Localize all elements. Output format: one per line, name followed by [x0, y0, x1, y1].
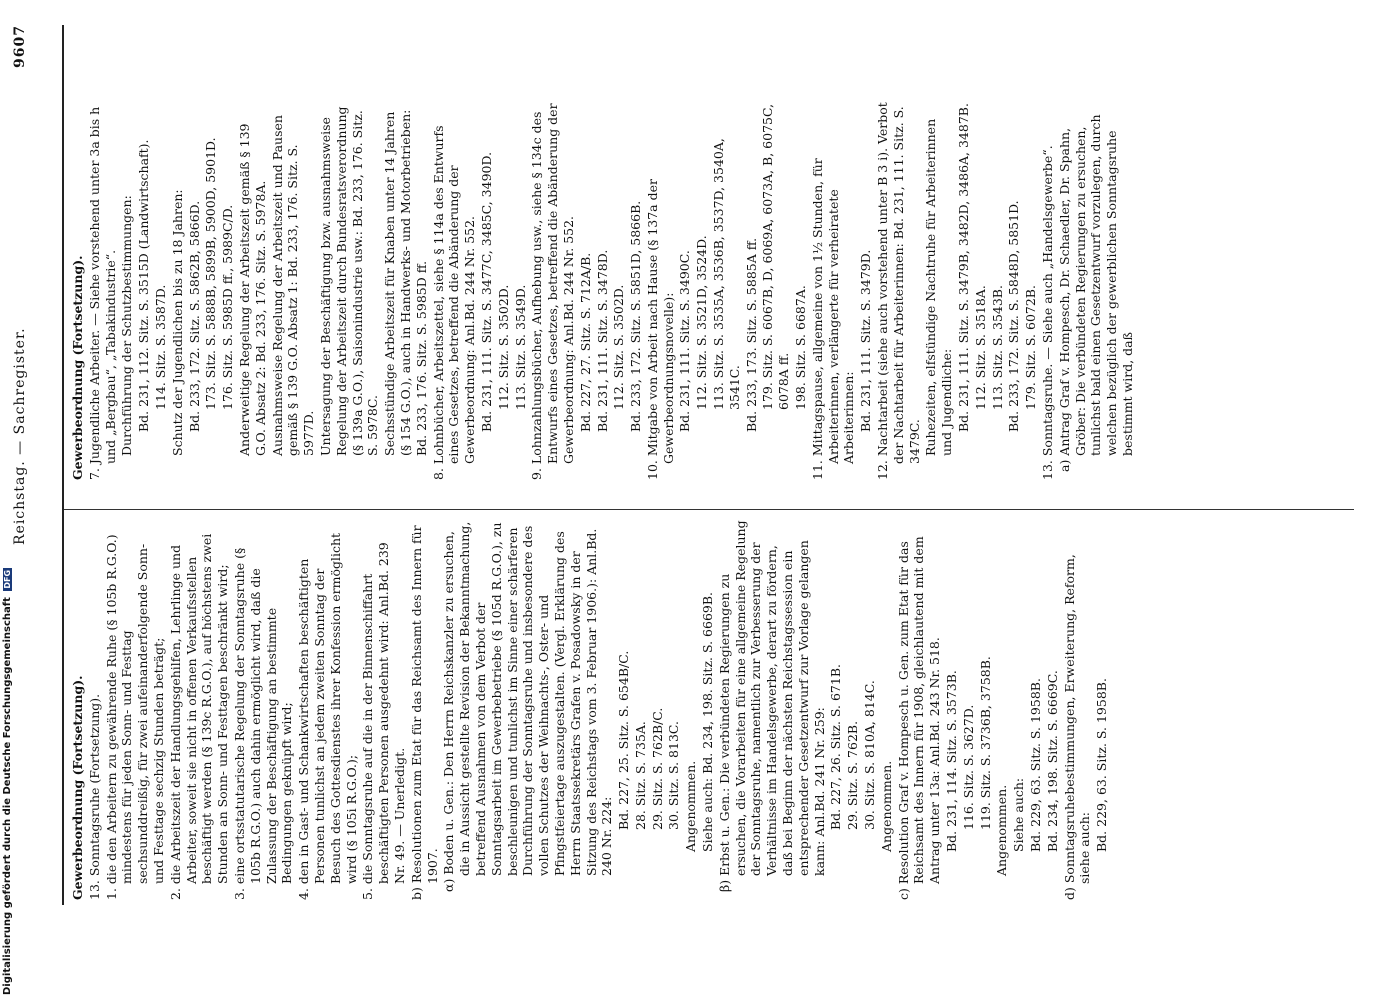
register-entry: b) Resolutionen zum Etat für das Reichsamt des Innern für 1907. — [408, 525, 440, 900]
register-entry: Bd. 233, 173. Sitz. S. 5885A ff. — [743, 237, 759, 432]
register-entry: Angenommen. — [683, 760, 699, 852]
register-entry: 11. Mittagspause, allgemeine von 1½ Stunden, für Arbeiterinnen, verlängerte für verheiratete Arbeiterinnen: — [809, 158, 857, 480]
register-entry: 113. Sitz. S. 3535A, 3536B, 3537D, 3540A, 3541C. — [711, 138, 742, 410]
register-entry: Anderweitige Regelung der Arbeitszeit gemäß § 139 G.O. Absatz 2: Bd. 233, 176. Sitz. S. 5978A. — [236, 123, 268, 456]
register-entry: Siehe auch: Bd. 234, 198. Sitz. S. 6669B. — [700, 591, 716, 852]
register-entry: Ruhezeiten, elfstündige Nachtruhe für Arbeiterinnen und Jugendliche: — [923, 118, 955, 456]
dfg-logo: DFG — [3, 569, 12, 589]
running-title: Reichstag. — Sachregister. — [12, 327, 28, 545]
register-entry: 179. Sitz. S. 6067B, D, 6069A, 6073A, B, 6075C, 6078A ff. — [760, 103, 792, 410]
register-entry: 198. Sitz. S. 6687A. — [793, 285, 809, 410]
register-entry: 113. Sitz. S. 3543B. — [989, 285, 1005, 410]
register-entry: 112. Sitz. S. 3521D, 3524D. — [694, 235, 710, 410]
register-entry: 116. Sitz. S. 3627D. — [960, 704, 976, 830]
register-entry: Gewerbeordnung (Fortsetzung). — [70, 255, 85, 480]
register-entry: Bd. 229, 63. Sitz. S. 1958B. — [1028, 678, 1044, 852]
register-entry: Sechsstündige Arbeitszeit für Knaben unter 14 Jahren (§ 154 G.O.), auch in Handwerks- und Motorbetrieben: Bd. 233, 176. Sitz. S. 5985D ff. — [382, 109, 429, 456]
register-entry: 9. Lohnzahlungsbücher, Aufhebung usw., siehe § 134c des Entwurfs eines Gesetzes, betreffend die Abänderung der Gewerbeordnung: Anl.Bd. 244 Nr. 552. — [529, 103, 576, 480]
right-column — [70, 100, 1137, 480]
register-entry: 30. Sitz. S. 810A, 814C. — [862, 680, 878, 830]
register-entry: 113. Sitz. S. 3549D. — [512, 284, 528, 410]
register-entry: Bd. 231, 111. Sitz. S. 3478D. — [594, 249, 610, 432]
register-entry: Bd. 227, 27. Sitz. S. 712A/B. — [577, 252, 593, 432]
register-entry: Bd. 231, 111. Sitz. S. 3477C, 3485C, 3490D. — [478, 151, 494, 432]
register-entry: Bd. 231, 111. Sitz. S. 3490C. — [677, 250, 693, 432]
register-entry: 13. Sonntagsruhe. — Siehe auch „Handelsgewerbe“. — [1040, 145, 1056, 480]
register-entry: Schutz der Jugendlichen bis zu 18 Jahren: — [169, 189, 185, 456]
header-rule — [62, 25, 64, 905]
register-entry: Gewerbeordnung (Fortsetzung). — [70, 675, 85, 900]
register-entry: 173. Sitz. S. 5888B, 5899B, 5900D, 5901D. — [203, 137, 219, 410]
register-entry: β) Erbst u. Gen.: Die verbündeten Regierungen zu ersuchen, die Vorarbeiten für eine allgemeine Regelung der Sonntagsruhe, namentlich zur Verbesserung der Verhältnisse im Handelsgewerbe, derart zu fördern, daß bei Beginn der nächsten Reichstagssession ein entsprechender Gesetzentwurf zur Vorlage gelangen kann: Anl.Bd. 241 Nr. 259: — [716, 520, 827, 892]
register-entry: Siehe auch: — [1011, 777, 1027, 852]
register-entry: 119. Sitz. S. 3736B, 3758B. — [977, 656, 993, 830]
register-entry: Bd. 233, 172. Sitz. S. 5862B, 5866D. — [186, 200, 202, 432]
digitization-notice — [2, 569, 20, 995]
register-entry: 3. eine ortsstatutarische Regelung der Sonntagsruhe (§ 105b R.G.O.) auch dahin ermöglicht wird, daß die Zulassung der Beschäftigung an bestimmte Bedingungen geknüpft wird; — [231, 547, 295, 900]
register-entry: Durchführung der Schutzbestimmungen: — [119, 195, 135, 456]
register-entry: Ausnahmsweise Regelung der Arbeitszeit und Pausen gemäß § 139 G.O. Absatz 1: Bd. 233, 176. Sitz. S. 5977D. — [269, 115, 317, 456]
register-entry: Angenommen. — [878, 760, 894, 852]
register-entry: 7. Jugendliche Arbeiter. — Siehe vorstehend unter 3a bis h und „Bergbau“, „Tabakindustrie“. — [86, 106, 118, 480]
register-entry: Bd. 234, 198. Sitz. S. 6669C. — [1044, 670, 1060, 852]
register-entry: 10. Mitgabe von Arbeit nach Hause (§ 137a der Gewerbeordnungsnovelle): — [644, 179, 676, 480]
register-entry: 30. Sitz. S. 813C. — [666, 721, 682, 830]
register-entry: 29. Sitz. S. 762B. — [845, 720, 861, 830]
register-entry: 29. Sitz. S. 762B/C. — [649, 707, 665, 830]
register-entry: 2. die Arbeitszeit der Handlungsgehilfen, Lehrlinge und Arbeiter, soweit sie nicht in offenen Verkaufsstellen beschäftigt werden (§ 139c R.G.O.), auf höchstens zwei Stunden an Sonn- und Festtagen beschränkt wird; — [167, 533, 231, 900]
register-entry: Bd. 233, 172. Sitz. S. 5851D, 5866B. — [628, 200, 644, 432]
register-entry: Bd. 233, 172. Sitz. S. 5848D, 5851D. — [1006, 200, 1022, 432]
register-entry: Bd. 227, 25. Sitz. S. 654B/C. — [616, 650, 632, 830]
register-entry: Bd. 231, 114. Sitz. S. 3573B. — [944, 670, 960, 852]
register-entry: Untersagung der Beschäftigung bzw. ausnahmsweise Regelung der Arbeitszeit durch Bundesratsverordnung (§ 139a G.O.), Saisonindustrie usw.: Bd. 233, 176. Sitz. S. 5978C. — [317, 106, 381, 456]
register-entry: 1. die den Arbeitern zu gewährende Ruhe (§ 105b R.G.O.) mindestens für jeden Sonn- und Festtag sechsunddreißig, für zwei aufeinanderfolgende Sonn- und Festtage sechzig Stunden beträgt; — [103, 534, 166, 900]
register-entry: 179. Sitz. S. 6072B. — [1023, 285, 1039, 410]
register-entry: Bd. 231, 111. Sitz. S. 3479D. — [858, 249, 874, 432]
register-entry: d) Sonntagsruhebestimmungen, Erweiterung, Reform, siehe auch: — [1061, 554, 1093, 900]
register-entry: 8. Lohnbücher, Arbeitszettel, siehe § 114a des Entwurfs eines Gesetzes, betreffend die Abänderung der Gewerbeordnung: Anl.Bd. 244 Nr. 552. — [430, 125, 478, 480]
page-number: 9607 — [12, 25, 28, 68]
register-entry: 12. Nachtarbeit (siehe auch vorstehend unter B 3 i). Verbot der Nachtarbeit für Arbeiterinnen: Bd. 231, 111. Sitz. S. 3479C. — [875, 102, 922, 480]
register-entry: 112. Sitz. S. 3502D. — [495, 284, 511, 410]
register-entry: 4. den in Gast- und Schankwirtschaften beschäftigten Personen tunlichst an jedem zweiten Sonntag der Besuch des Gottesdienstes ihrer Konfession ermöglicht wird (§ 105i R.G.O.); — [296, 532, 359, 900]
column-divider — [64, 509, 1354, 510]
register-entry: Angenommen. — [994, 784, 1010, 876]
register-entry: 28. Sitz. S. 735A. — [632, 721, 648, 830]
left-column — [70, 520, 1111, 900]
register-entry: 176. Sitz. S. 5985D ff., 5989C/D. — [220, 204, 236, 410]
register-entry: Bd. 229, 63. Sitz. S. 1958B. — [1094, 678, 1110, 852]
register-entry: 112. Sitz. S. 3502D. — [611, 284, 627, 410]
digitization-text: Digitalisierung gefördert durch die Deutsche Forschungsgemeinschaft — [2, 597, 13, 995]
register-entry: a) Antrag Graf v. Hompesch, Dr. Schaedler, Dr. Spahn, Gröber: Die verbündeten Regierungen zu ersuchen, tunlichst bald einen Gesetzentwurf vorzulegen, durch welchen bezüglich der gewerblichen Sonntagsruhe bestimmt wird, daß — [1056, 114, 1135, 472]
register-entry: α) Boden u. Gen.: Den Herrn Reichskanzler zu ersuchen, die in Aussicht gestellte Revision der Bekanntmachung, betreffend Ausnahmen von dem Verbot der Sonntagsarbeit im Gewerbebetriebe (§ 105d R.G.O.), zu beschleunigen und tunlichst im Sinne einer schärferen Durchführung der Sonntagsruhe und insbesondere des vollen Schutzes der Weihnachts-, Oster- und Pfingstfeiertage auszugestalten. (Vergl. Erklärung des Herrn Staatssekretärs Grafen v. Posadowsky in der Sitzung des Reichstags vom 3. Februar 1906.): Anl.Bd. 240 Nr. 224: — [441, 521, 615, 892]
register-entry: Bd. 227, 26. Sitz. S. 671B. — [828, 664, 844, 830]
register-entry: 5. die Sonntagsruhe auf die in der Binnenschiffahrt beschäftigten Personen ausgedehnt wird: Anl.Bd. 239 Nr. 49. — Unerledigt. — [360, 542, 407, 900]
register-entry: 114. Sitz. S. 3587D. — [152, 284, 168, 410]
register-entry: Bd. 231, 112. Sitz. S. 3515D (Landwirtschaft). — [136, 139, 152, 432]
register-entry: c) Resolution Graf v. Hompesch u. Gen. zum Etat für das Reichsamt des Innern für 1908, gleichlautend mit dem Antrag unter 13a: Anl.Bd. 243 Nr. 518. — [895, 536, 943, 900]
register-entry: Bd. 231, 111. Sitz. S. 3479B, 3482D, 3486A, 3487B. — [956, 103, 972, 432]
register-entry: 13. Sonntagsruhe (Fortsetzung). — [86, 693, 102, 900]
register-entry: 112. Sitz. S. 3518A. — [972, 285, 988, 410]
